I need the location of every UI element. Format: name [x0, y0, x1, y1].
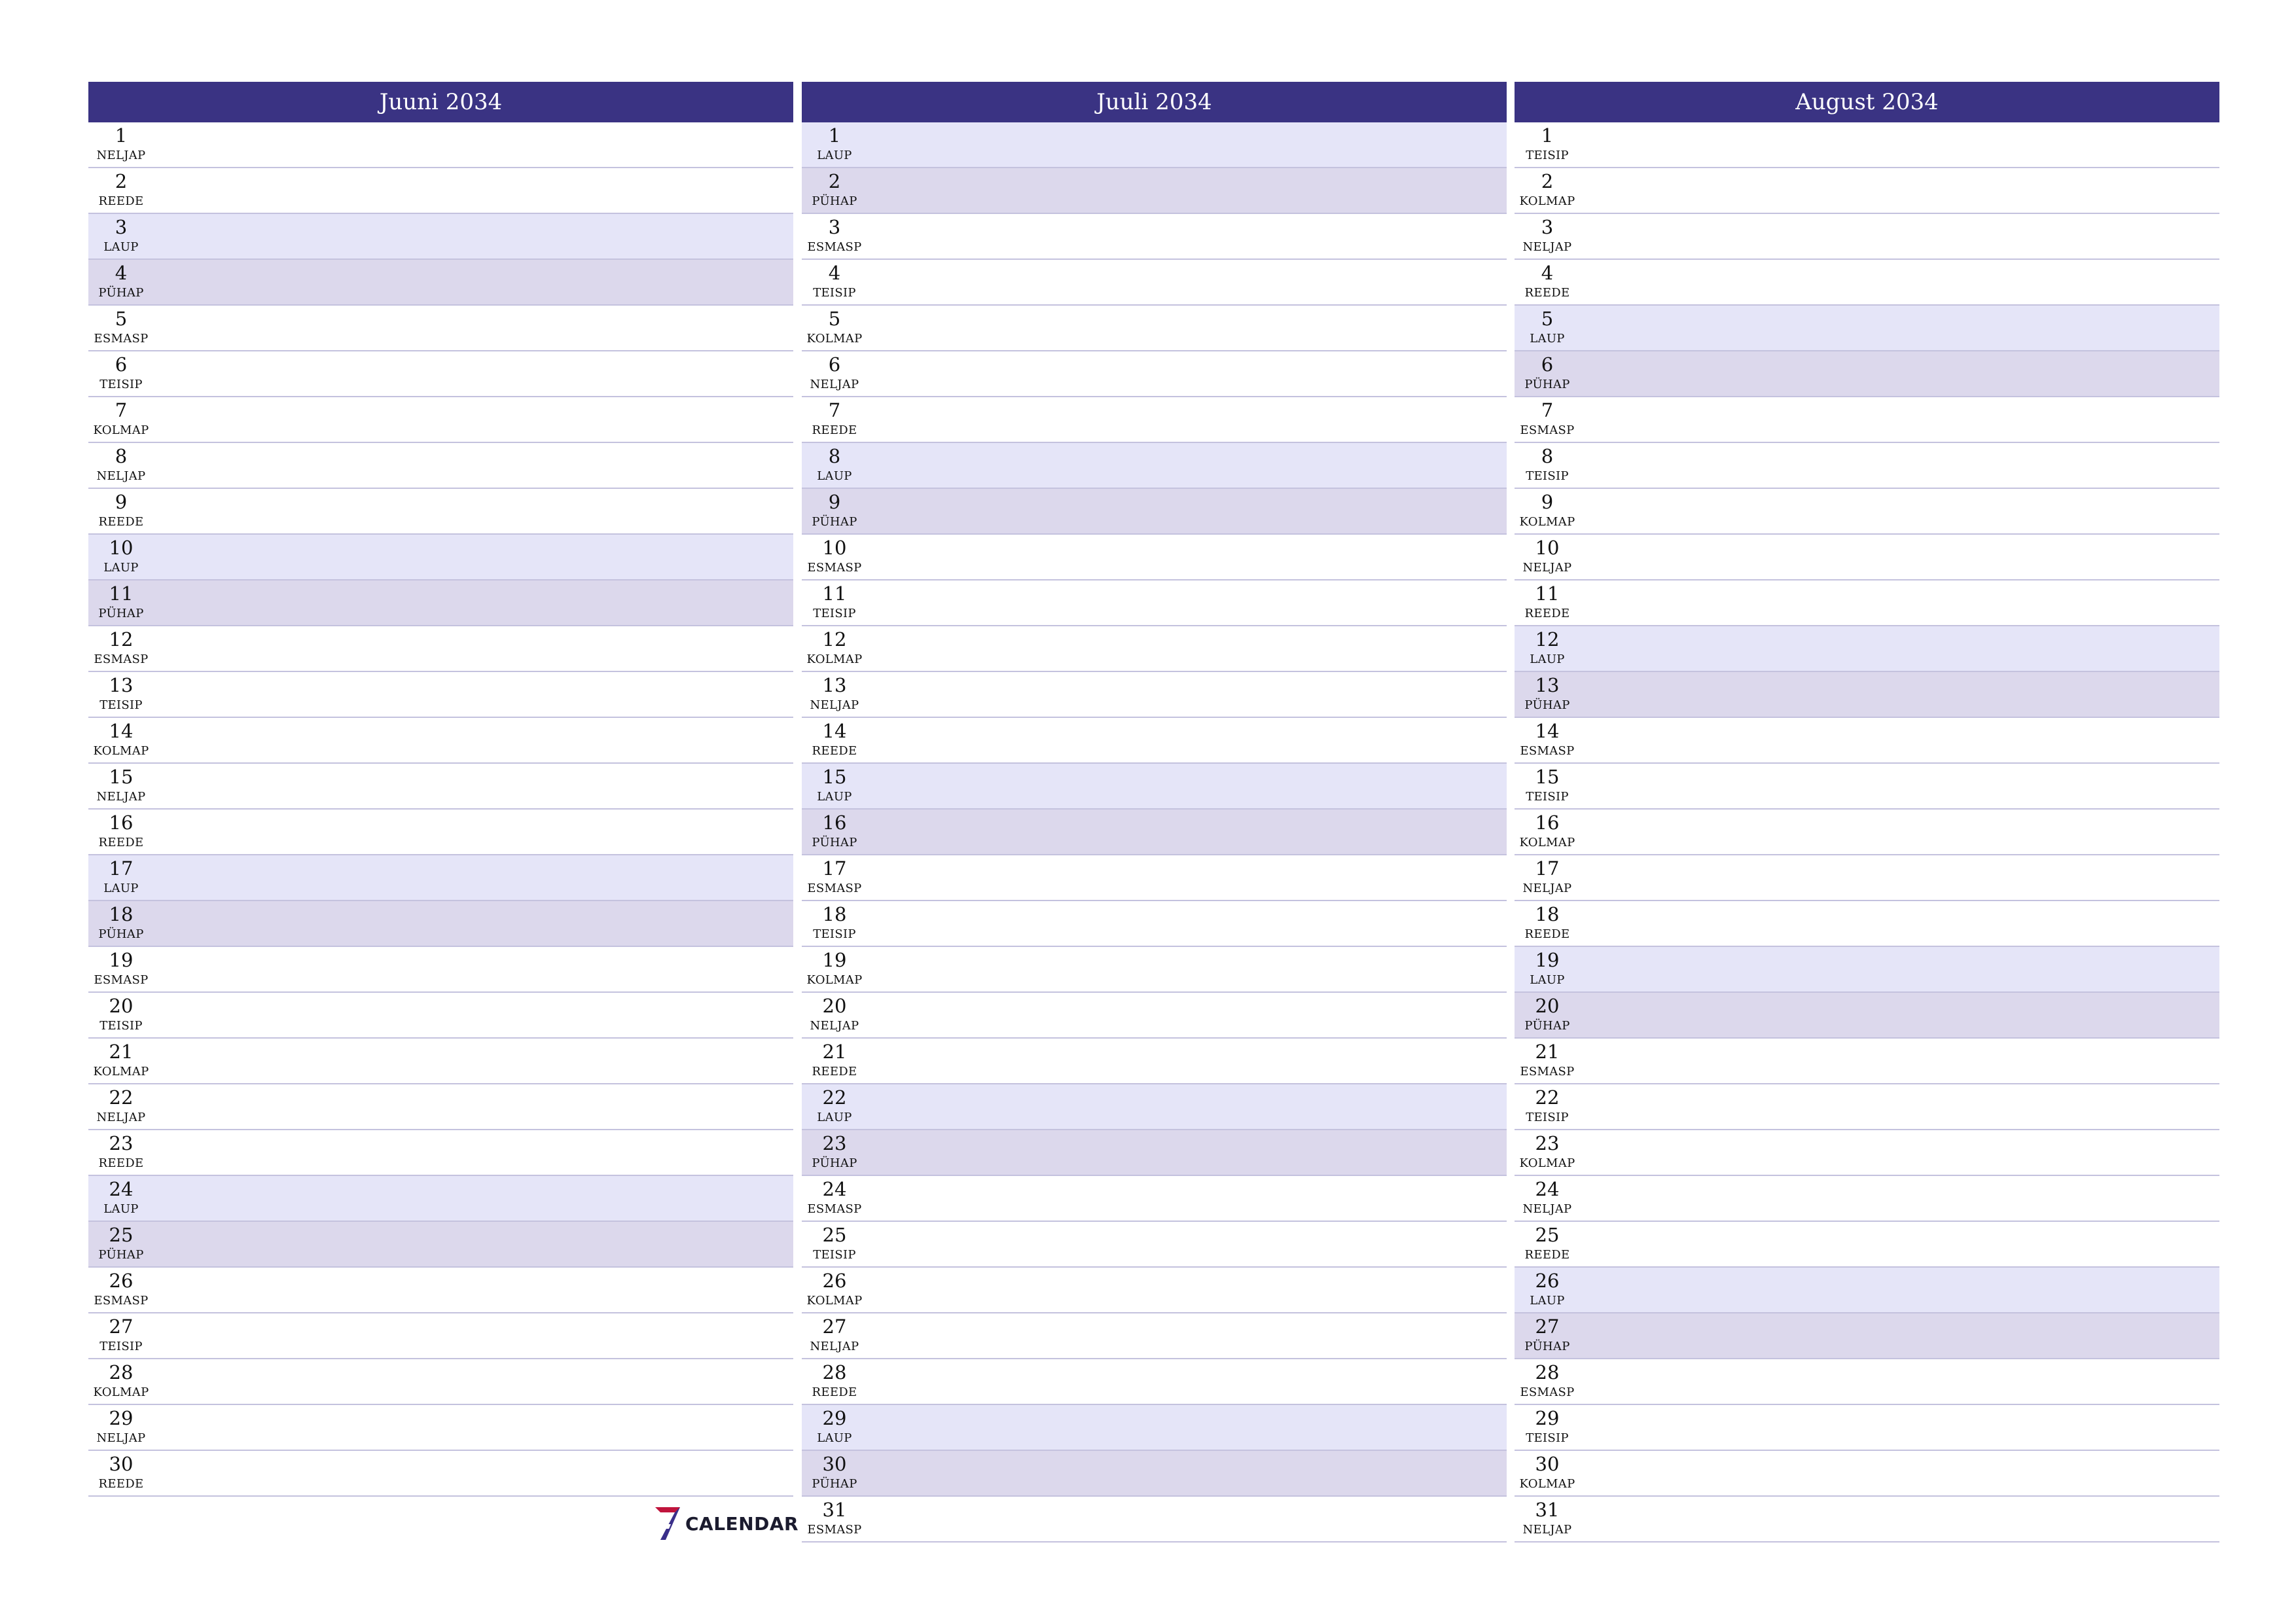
day-row [88, 764, 793, 810]
day-row [88, 1313, 793, 1359]
weekday-label: ESMASP [1520, 1385, 1575, 1399]
day-number: 14 [1535, 720, 1560, 742]
weekday-label: LAUP [103, 240, 139, 254]
day-row [88, 993, 793, 1039]
day-row [1515, 168, 2219, 214]
day-number: 3 [1541, 216, 1554, 238]
day-number: 8 [1541, 445, 1554, 467]
weekday-label: ESMASP [1520, 1065, 1575, 1079]
day-row [88, 351, 793, 397]
day-row [1515, 764, 2219, 810]
weekday-label: KOLMAP [1519, 515, 1575, 529]
day-row [802, 1084, 1507, 1130]
weekday-label: ESMASP [807, 240, 862, 254]
day-row [802, 855, 1507, 901]
day-row [88, 672, 793, 718]
day-row [1515, 1268, 2219, 1313]
weekday-label: LAUP [817, 149, 852, 162]
weekday-label: TEISIP [813, 607, 856, 620]
day-row [88, 626, 793, 672]
day-row [802, 1313, 1507, 1359]
day-row [88, 855, 793, 901]
day-number: 30 [109, 1453, 134, 1475]
day-number: 17 [109, 857, 134, 880]
weekday-label: LAUP [1530, 652, 1565, 666]
day-number: 23 [822, 1132, 847, 1154]
day-row [1515, 1222, 2219, 1268]
day-row [1515, 1039, 2219, 1084]
day-number: 31 [822, 1499, 847, 1521]
weekday-label: LAUP [103, 561, 139, 575]
day-number: 25 [109, 1224, 134, 1246]
weekday-label: LAUP [103, 1202, 139, 1216]
weekday-label: PÜHAP [1524, 1019, 1570, 1033]
day-number: 13 [1535, 674, 1560, 696]
day-number: 21 [822, 1041, 847, 1063]
day-row [802, 764, 1507, 810]
day-number: 8 [828, 445, 841, 467]
weekday-label: NELJAP [1522, 1202, 1572, 1216]
day-row [802, 214, 1507, 260]
day-row [802, 718, 1507, 764]
weekday-label: REEDE [98, 836, 144, 849]
weekday-label: PÜHAP [98, 607, 144, 620]
weekday-label: NELJAP [810, 1019, 859, 1033]
day-number: 27 [109, 1315, 134, 1338]
weekday-label: NELJAP [96, 1431, 146, 1445]
day-number: 5 [828, 308, 841, 330]
day-number: 26 [109, 1270, 134, 1292]
weekday-label: LAUP [1530, 973, 1565, 987]
weekday-label: ESMASP [807, 882, 862, 895]
day-number: 1 [115, 124, 128, 147]
day-row [802, 580, 1507, 626]
day-row [1515, 810, 2219, 855]
weekday-label: LAUP [1530, 332, 1565, 346]
day-number: 28 [109, 1361, 134, 1383]
day-row [1515, 993, 2219, 1039]
weekday-label: TEISIP [1526, 1111, 1569, 1124]
day-row [802, 810, 1507, 855]
weekday-label: PÜHAP [98, 286, 144, 300]
day-row [88, 1130, 793, 1176]
day-number: 24 [109, 1178, 134, 1200]
day-number: 10 [822, 537, 847, 559]
day-row [802, 306, 1507, 351]
day-row [1515, 351, 2219, 397]
weekday-label: REEDE [98, 1477, 144, 1491]
day-row [88, 1268, 793, 1313]
day-number: 8 [115, 445, 128, 467]
weekday-label: REEDE [812, 423, 857, 437]
day-number: 16 [822, 812, 847, 834]
weekday-label: REEDE [98, 194, 144, 208]
day-row [88, 901, 793, 947]
day-row [802, 1405, 1507, 1451]
day-number: 4 [115, 262, 128, 284]
day-row [802, 1497, 1507, 1543]
weekday-label: TEISIP [1526, 149, 1569, 162]
day-number: 22 [109, 1086, 134, 1109]
weekday-label: LAUP [817, 1431, 852, 1445]
weekday-label: NELJAP [1522, 1523, 1572, 1537]
weekday-label: REEDE [98, 1156, 144, 1170]
day-number: 15 [1535, 766, 1560, 788]
day-number: 25 [822, 1224, 847, 1246]
weekday-label: PÜHAP [812, 1156, 857, 1170]
day-row [802, 260, 1507, 306]
day-row [88, 580, 793, 626]
day-number: 24 [822, 1178, 847, 1200]
day-number: 3 [828, 216, 841, 238]
day-number: 25 [1535, 1224, 1560, 1246]
weekday-label: PÜHAP [812, 1477, 857, 1491]
day-row [88, 122, 793, 168]
month-title: Juuni 2034 [88, 82, 793, 122]
weekday-label: KOLMAP [806, 652, 863, 666]
weekday-label: KOLMAP [1519, 194, 1575, 208]
day-row [88, 947, 793, 993]
logo-text: CALENDAR [685, 1512, 799, 1535]
day-row [802, 122, 1507, 168]
day-number: 13 [109, 674, 134, 696]
month-title: Juuli 2034 [802, 82, 1507, 122]
weekday-label: PÜHAP [1524, 1340, 1570, 1353]
day-row [88, 443, 793, 489]
day-number: 11 [1535, 582, 1560, 605]
day-row [1515, 443, 2219, 489]
day-row [1515, 580, 2219, 626]
day-row [88, 1451, 793, 1497]
day-row [802, 397, 1507, 443]
day-number: 17 [822, 857, 847, 880]
day-number: 24 [1535, 1178, 1560, 1200]
day-row [802, 535, 1507, 580]
day-row [1515, 306, 2219, 351]
day-number: 13 [822, 674, 847, 696]
weekday-label: ESMASP [807, 1202, 862, 1216]
month-column-june [88, 82, 793, 1497]
day-number: 3 [115, 216, 128, 238]
day-row [1515, 626, 2219, 672]
day-list [88, 122, 793, 1497]
day-number: 7 [828, 399, 841, 421]
day-number: 15 [109, 766, 134, 788]
day-row [88, 1359, 793, 1405]
weekday-label: ESMASP [94, 652, 149, 666]
weekday-label: LAUP [817, 1111, 852, 1124]
weekday-label: NELJAP [810, 378, 859, 391]
month-title: August 2034 [1515, 82, 2219, 122]
day-row [802, 672, 1507, 718]
weekday-label: NELJAP [96, 149, 146, 162]
weekday-label: TEISIP [813, 286, 856, 300]
brand-logo [651, 1504, 798, 1543]
day-number: 31 [1535, 1499, 1560, 1521]
day-number: 26 [822, 1270, 847, 1292]
day-row [88, 214, 793, 260]
weekday-label: PÜHAP [812, 515, 857, 529]
day-number: 30 [1535, 1453, 1560, 1475]
day-number: 10 [1535, 537, 1560, 559]
day-row [1515, 122, 2219, 168]
day-row [88, 1039, 793, 1084]
weekday-label: TEISIP [1526, 790, 1569, 804]
weekday-label: TEISIP [1526, 469, 1569, 483]
day-row [802, 626, 1507, 672]
month-column-july [802, 82, 1507, 1543]
weekday-label: PÜHAP [98, 927, 144, 941]
month-column-august [1515, 82, 2219, 1543]
day-number: 27 [822, 1315, 847, 1338]
day-row [1515, 1130, 2219, 1176]
day-row [1515, 718, 2219, 764]
day-row [802, 1039, 1507, 1084]
day-number: 28 [1535, 1361, 1560, 1383]
day-row [88, 489, 793, 535]
weekday-label: REEDE [1524, 927, 1570, 941]
day-number: 18 [822, 903, 847, 925]
day-number: 21 [1535, 1041, 1560, 1063]
weekday-label: ESMASP [94, 332, 149, 346]
day-row [802, 1130, 1507, 1176]
day-row [802, 443, 1507, 489]
day-row [802, 947, 1507, 993]
day-number: 16 [109, 812, 134, 834]
day-number: 20 [822, 995, 847, 1017]
day-row [802, 993, 1507, 1039]
day-row [1515, 947, 2219, 993]
weekday-label: NELJAP [810, 698, 859, 712]
weekday-label: KOLMAP [1519, 836, 1575, 849]
day-row [1515, 1359, 2219, 1405]
day-number: 20 [1535, 995, 1560, 1017]
day-number: 16 [1535, 812, 1560, 834]
day-number: 12 [1535, 628, 1560, 651]
day-number: 27 [1535, 1315, 1560, 1338]
weekday-label: KOLMAP [806, 1294, 863, 1308]
day-row [88, 1222, 793, 1268]
day-number: 5 [115, 308, 128, 330]
day-row [802, 168, 1507, 214]
weekday-label: KOLMAP [93, 1385, 149, 1399]
weekday-label: PÜHAP [1524, 378, 1570, 391]
weekday-label: KOLMAP [1519, 1156, 1575, 1170]
day-number: 1 [828, 124, 841, 147]
weekday-label: PÜHAP [98, 1248, 144, 1262]
day-number: 19 [1535, 949, 1560, 971]
day-row [802, 351, 1507, 397]
day-row [1515, 1405, 2219, 1451]
day-number: 22 [1535, 1086, 1560, 1109]
weekday-label: KOLMAP [1519, 1477, 1575, 1491]
day-number: 7 [1541, 399, 1554, 421]
day-number: 14 [822, 720, 847, 742]
weekday-label: ESMASP [807, 1523, 862, 1537]
day-number: 14 [109, 720, 134, 742]
day-row [1515, 397, 2219, 443]
seven-logo-icon [651, 1505, 683, 1543]
day-row [802, 1222, 1507, 1268]
day-list [802, 122, 1507, 1543]
weekday-label: TEISIP [1526, 1431, 1569, 1445]
day-row [1515, 855, 2219, 901]
day-number: 29 [109, 1407, 134, 1429]
day-row [88, 168, 793, 214]
weekday-label: TEISIP [99, 1340, 143, 1353]
weekday-label: TEISIP [813, 927, 856, 941]
day-row [1515, 1451, 2219, 1497]
day-number: 4 [828, 262, 841, 284]
day-row [1515, 535, 2219, 580]
weekday-label: REEDE [812, 1385, 857, 1399]
weekday-label: TEISIP [99, 378, 143, 391]
weekday-label: REEDE [812, 1065, 857, 1079]
day-number: 19 [109, 949, 134, 971]
weekday-label: LAUP [103, 882, 139, 895]
day-number: 6 [828, 353, 841, 376]
day-number: 2 [828, 170, 841, 192]
weekday-label: TEISIP [813, 1248, 856, 1262]
day-number: 6 [115, 353, 128, 376]
day-number: 2 [1541, 170, 1554, 192]
day-number: 1 [1541, 124, 1554, 147]
weekday-label: REEDE [812, 744, 857, 758]
day-row [88, 535, 793, 580]
day-row [1515, 901, 2219, 947]
day-number: 2 [115, 170, 128, 192]
weekday-label: NELJAP [96, 469, 146, 483]
day-row [802, 901, 1507, 947]
day-row [88, 397, 793, 443]
weekday-label: ESMASP [1520, 744, 1575, 758]
weekday-label: TEISIP [99, 1019, 143, 1033]
day-number: 30 [822, 1453, 847, 1475]
day-row [1515, 260, 2219, 306]
day-row [1515, 1497, 2219, 1543]
day-row [802, 1359, 1507, 1405]
weekday-label: NELJAP [1522, 561, 1572, 575]
day-number: 11 [822, 582, 847, 605]
weekday-label: PÜHAP [1524, 698, 1570, 712]
day-number: 11 [109, 582, 134, 605]
day-row [1515, 1176, 2219, 1222]
day-number: 18 [1535, 903, 1560, 925]
day-number: 5 [1541, 308, 1554, 330]
weekday-label: NELJAP [96, 1111, 146, 1124]
day-row [88, 1176, 793, 1222]
day-row [802, 1268, 1507, 1313]
day-row [1515, 672, 2219, 718]
weekday-label: NELJAP [1522, 240, 1572, 254]
weekday-label: REEDE [1524, 286, 1570, 300]
day-number: 23 [1535, 1132, 1560, 1154]
day-row [88, 1405, 793, 1451]
day-row [88, 810, 793, 855]
weekday-label: KOLMAP [806, 973, 863, 987]
day-number: 29 [1535, 1407, 1560, 1429]
weekday-label: REEDE [1524, 1248, 1570, 1262]
day-number: 10 [109, 537, 134, 559]
weekday-label: KOLMAP [93, 423, 149, 437]
day-number: 9 [828, 491, 841, 513]
day-number: 21 [109, 1041, 134, 1063]
weekday-label: KOLMAP [806, 332, 863, 346]
day-number: 15 [822, 766, 847, 788]
weekday-label: TEISIP [99, 698, 143, 712]
day-number: 28 [822, 1361, 847, 1383]
weekday-label: LAUP [817, 790, 852, 804]
day-number: 12 [822, 628, 847, 651]
day-row [88, 260, 793, 306]
day-number: 22 [822, 1086, 847, 1109]
day-number: 4 [1541, 262, 1554, 284]
day-row [1515, 489, 2219, 535]
day-number: 9 [115, 491, 128, 513]
weekday-label: KOLMAP [93, 744, 149, 758]
day-row [802, 1451, 1507, 1497]
day-number: 12 [109, 628, 134, 651]
day-number: 17 [1535, 857, 1560, 880]
day-number: 9 [1541, 491, 1554, 513]
day-number: 20 [109, 995, 134, 1017]
day-number: 29 [822, 1407, 847, 1429]
day-row [88, 1084, 793, 1130]
weekday-label: LAUP [817, 469, 852, 483]
weekday-label: NELJAP [96, 790, 146, 804]
weekday-label: ESMASP [94, 973, 149, 987]
day-row [802, 489, 1507, 535]
day-number: 7 [115, 399, 128, 421]
weekday-label: KOLMAP [93, 1065, 149, 1079]
weekday-label: ESMASP [807, 561, 862, 575]
weekday-label: ESMASP [1520, 423, 1575, 437]
day-row [88, 718, 793, 764]
day-number: 26 [1535, 1270, 1560, 1292]
day-number: 19 [822, 949, 847, 971]
day-list [1515, 122, 2219, 1543]
weekday-label: PÜHAP [812, 194, 857, 208]
day-row [1515, 1084, 2219, 1130]
day-row [802, 1176, 1507, 1222]
day-number: 23 [109, 1132, 134, 1154]
weekday-label: REEDE [98, 515, 144, 529]
weekday-label: ESMASP [94, 1294, 149, 1308]
day-row [88, 306, 793, 351]
weekday-label: NELJAP [1522, 882, 1572, 895]
weekday-label: REEDE [1524, 607, 1570, 620]
day-number: 18 [109, 903, 134, 925]
day-row [1515, 214, 2219, 260]
weekday-label: LAUP [1530, 1294, 1565, 1308]
day-number: 6 [1541, 353, 1554, 376]
weekday-label: NELJAP [810, 1340, 859, 1353]
weekday-label: PÜHAP [812, 836, 857, 849]
day-row [1515, 1313, 2219, 1359]
